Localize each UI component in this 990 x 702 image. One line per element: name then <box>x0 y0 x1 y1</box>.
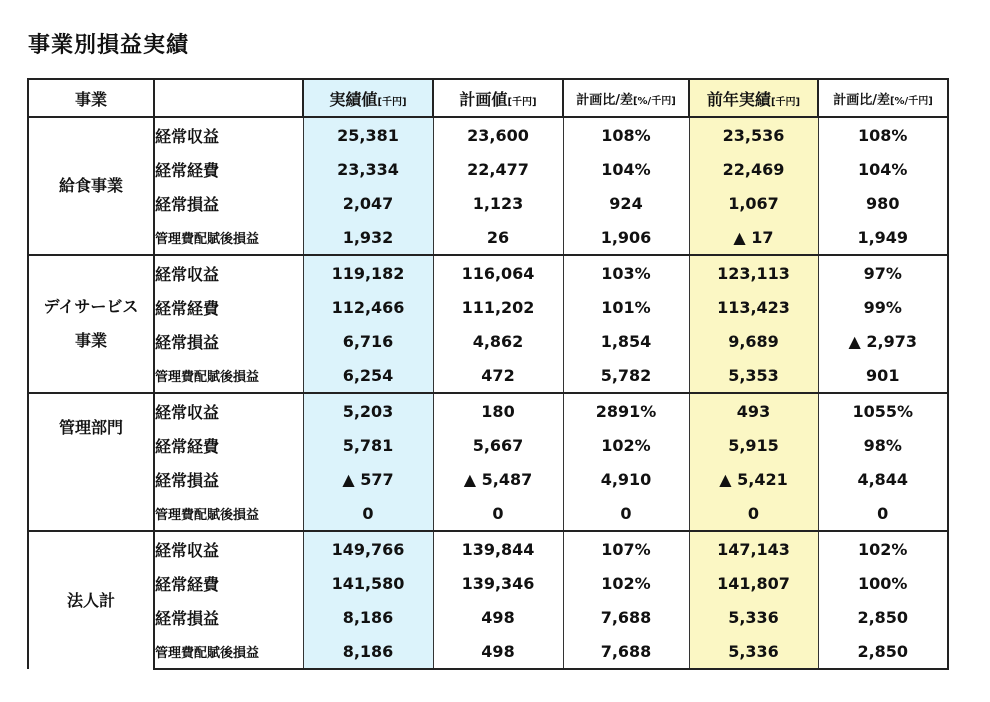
item-label: 経常損益 <box>154 462 303 496</box>
table-row <box>28 600 948 634</box>
table-row <box>28 186 948 220</box>
plan-value: 472 <box>433 358 563 393</box>
table-row <box>28 220 948 255</box>
prev-ratio-value: 980 <box>818 186 948 220</box>
prev-year-value: 493 <box>689 393 818 428</box>
plan-ratio-value: 102% <box>563 566 689 600</box>
actual-value: 112,466 <box>303 290 433 324</box>
table-row <box>28 496 948 531</box>
plan-value: 139,346 <box>433 566 563 600</box>
prev-year-value: 1,067 <box>689 186 818 220</box>
prev-year-value: ▲ 17 <box>689 220 818 255</box>
item-label: 経常経費 <box>154 428 303 462</box>
table-row <box>28 566 948 600</box>
prev-ratio-value: 97% <box>818 255 948 290</box>
plan-value: 23,600 <box>433 117 563 152</box>
actual-value: 0 <box>303 496 433 531</box>
prev-ratio-value: 102% <box>818 531 948 566</box>
actual-value: 6,716 <box>303 324 433 358</box>
plan-value: 0 <box>433 496 563 531</box>
prev-year-value: 22,469 <box>689 152 818 186</box>
table-row <box>28 255 948 290</box>
plan-value: 4,862 <box>433 324 563 358</box>
prev-ratio-value: 1,949 <box>818 220 948 255</box>
prev-year-value: 0 <box>689 496 818 531</box>
plan-ratio-value: 1,854 <box>563 324 689 358</box>
prev-ratio-value: 100% <box>818 566 948 600</box>
segment-cell: 給食事業 <box>28 117 154 255</box>
plan-ratio-value: 924 <box>563 186 689 220</box>
plan-ratio-value: 108% <box>563 117 689 152</box>
header-prev-ratio: 計画比/差[%/千円] <box>818 79 948 117</box>
prev-ratio-value: 901 <box>818 358 948 393</box>
plan-ratio-value: 4,910 <box>563 462 689 496</box>
plan-value: ▲ 5,487 <box>433 462 563 496</box>
prev-ratio-value: 99% <box>818 290 948 324</box>
header-plan-ratio: 計画比/差[%/千円] <box>563 79 689 117</box>
plan-ratio-value: 0 <box>563 496 689 531</box>
table-row <box>28 358 948 393</box>
prev-ratio-value: 108% <box>818 117 948 152</box>
table-row <box>28 531 948 566</box>
item-label: 経常収益 <box>154 531 303 566</box>
actual-value: 149,766 <box>303 531 433 566</box>
item-label: 経常損益 <box>154 600 303 634</box>
prev-ratio-value: 2,850 <box>818 600 948 634</box>
plan-value: 1,123 <box>433 186 563 220</box>
prev-year-value: ▲ 5,421 <box>689 462 818 496</box>
actual-value: 141,580 <box>303 566 433 600</box>
actual-value: 25,381 <box>303 117 433 152</box>
prev-year-value: 9,689 <box>689 324 818 358</box>
prev-year-value: 5,915 <box>689 428 818 462</box>
actual-value: 5,781 <box>303 428 433 462</box>
item-label: 経常経費 <box>154 152 303 186</box>
prev-year-value: 5,336 <box>689 600 818 634</box>
plan-ratio-value: 7,688 <box>563 600 689 634</box>
actual-value: 8,186 <box>303 600 433 634</box>
actual-value: 23,334 <box>303 152 433 186</box>
actual-value: 8,186 <box>303 634 433 669</box>
plan-ratio-value: 103% <box>563 255 689 290</box>
segment-cell: デイサービス 事業 <box>28 255 154 393</box>
plan-value: 26 <box>433 220 563 255</box>
header-actual: 実績値[千円] <box>303 79 433 117</box>
table-row <box>28 117 948 152</box>
plan-value: 111,202 <box>433 290 563 324</box>
prev-year-value: 147,143 <box>689 531 818 566</box>
table-row <box>28 152 948 186</box>
prev-ratio-value: 4,844 <box>818 462 948 496</box>
item-label: 経常収益 <box>154 117 303 152</box>
profit-loss-table <box>27 78 949 670</box>
item-label: 経常経費 <box>154 566 303 600</box>
prev-year-value: 141,807 <box>689 566 818 600</box>
actual-value: 1,932 <box>303 220 433 255</box>
prev-ratio-value: 98% <box>818 428 948 462</box>
item-label: 経常損益 <box>154 324 303 358</box>
segment-cell: 法人計 <box>28 531 154 669</box>
item-label: 経常経費 <box>154 290 303 324</box>
table-row <box>28 393 948 428</box>
plan-value: 498 <box>433 600 563 634</box>
header-item <box>154 79 303 117</box>
plan-value: 180 <box>433 393 563 428</box>
actual-value: 5,203 <box>303 393 433 428</box>
plan-value: 5,667 <box>433 428 563 462</box>
prev-year-value: 23,536 <box>689 117 818 152</box>
item-label: 経常損益 <box>154 186 303 220</box>
plan-ratio-value: 7,688 <box>563 634 689 669</box>
plan-ratio-value: 5,782 <box>563 358 689 393</box>
actual-value: 6,254 <box>303 358 433 393</box>
header-segment: 事業 <box>28 79 154 117</box>
plan-ratio-value: 104% <box>563 152 689 186</box>
table-row <box>28 290 948 324</box>
prev-year-value: 5,336 <box>689 634 818 669</box>
header-prev-year: 前年実績[千円] <box>689 79 818 117</box>
prev-ratio-value: 1055% <box>818 393 948 428</box>
actual-value: ▲ 577 <box>303 462 433 496</box>
prev-year-value: 123,113 <box>689 255 818 290</box>
segment-cell: 管理部門 <box>28 393 154 531</box>
table-row <box>28 428 948 462</box>
prev-ratio-value: 2,850 <box>818 634 948 669</box>
plan-value: 139,844 <box>433 531 563 566</box>
prev-year-value: 113,423 <box>689 290 818 324</box>
actual-value: 2,047 <box>303 186 433 220</box>
item-label: 管理費配賦後損益 <box>154 496 303 531</box>
item-label: 管理費配賦後損益 <box>154 220 303 255</box>
table-row <box>28 634 948 669</box>
table-row <box>28 462 948 496</box>
plan-ratio-value: 1,906 <box>563 220 689 255</box>
prev-ratio-value: 0 <box>818 496 948 531</box>
item-label: 管理費配賦後損益 <box>154 358 303 393</box>
table-row <box>28 324 948 358</box>
prev-year-value: 5,353 <box>689 358 818 393</box>
page-title: 事業別損益実績 <box>28 33 190 58</box>
item-label: 経常収益 <box>154 393 303 428</box>
item-label: 経常収益 <box>154 255 303 290</box>
actual-value: 119,182 <box>303 255 433 290</box>
plan-value: 116,064 <box>433 255 563 290</box>
plan-ratio-value: 2891% <box>563 393 689 428</box>
prev-ratio-value: 104% <box>818 152 948 186</box>
plan-ratio-value: 107% <box>563 531 689 566</box>
header-row <box>28 79 948 117</box>
header-plan: 計画値[千円] <box>433 79 563 117</box>
prev-ratio-value: ▲ 2,973 <box>818 324 948 358</box>
item-label: 管理費配賦後損益 <box>154 634 303 669</box>
plan-value: 22,477 <box>433 152 563 186</box>
plan-value: 498 <box>433 634 563 669</box>
plan-ratio-value: 101% <box>563 290 689 324</box>
plan-ratio-value: 102% <box>563 428 689 462</box>
